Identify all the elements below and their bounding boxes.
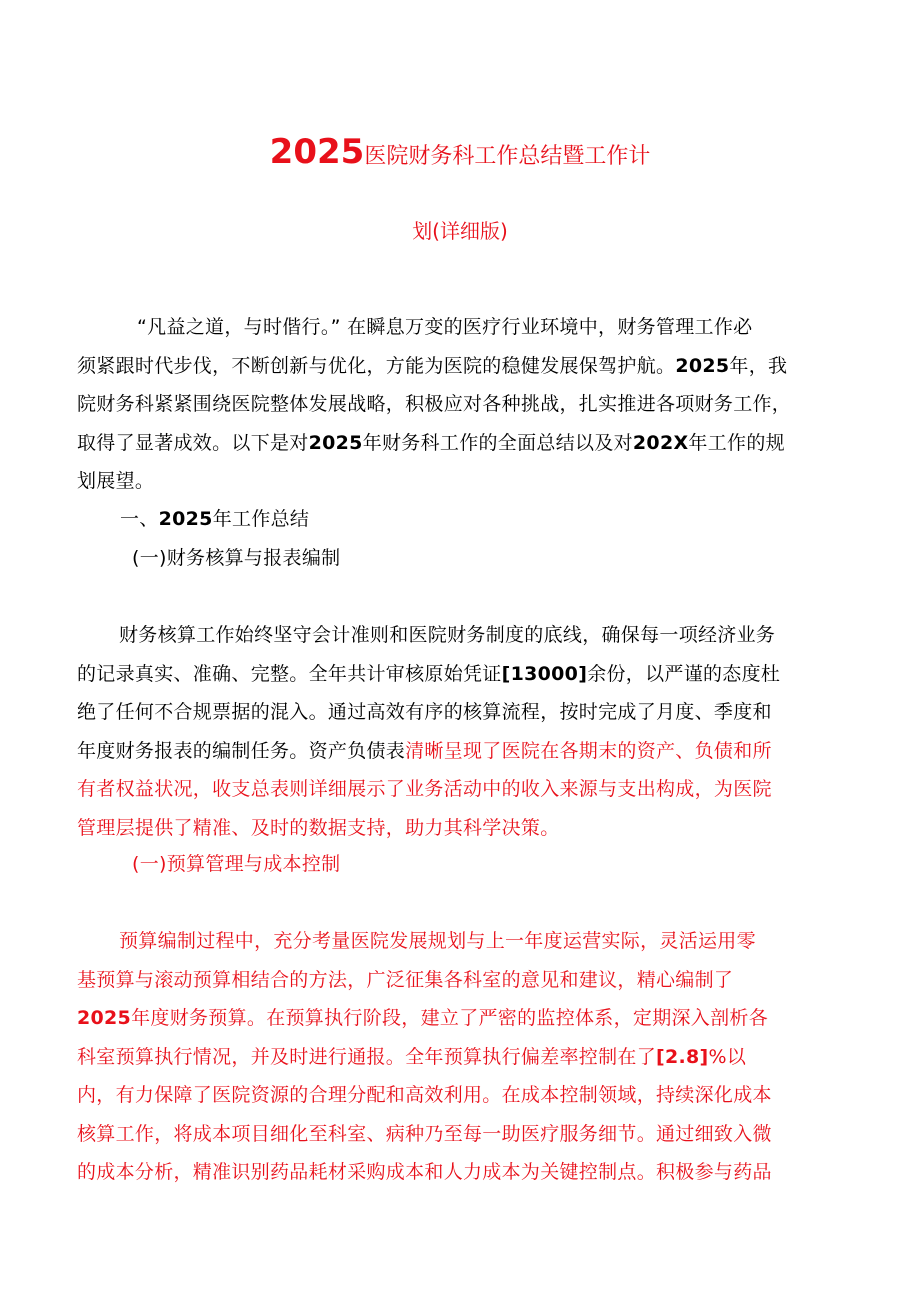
intro-line xyxy=(77,424,807,463)
highlighted-text: 科室预算执行情况，并及时进行通报。全年预算执行偏差率控制在了 xyxy=(77,1045,657,1068)
section-text: 年工作总结 xyxy=(212,508,310,530)
highlighted-line: 核算工作，将成本项目细化至科室、病种乃至每一助医疗服务细节。通过细致入微 xyxy=(77,1122,772,1145)
accounting-paragraph xyxy=(77,616,807,847)
budget-year: 2025 xyxy=(77,1007,132,1029)
budget-paragraph xyxy=(77,922,807,1192)
deviation-rate: [2.8] xyxy=(656,1045,709,1068)
paragraph-text: 余份，以严谨的态度杜 xyxy=(587,662,781,685)
intro-line: 划展望。 xyxy=(77,470,155,492)
paragraph-line xyxy=(77,732,807,771)
highlighted-line xyxy=(77,999,807,1038)
subsection-heading: (一)财务核算与报表编制 xyxy=(132,547,341,569)
highlighted-line: 有者权益状况，收支总表则详细展示了业务活动中的收入来源与支出构成，为医院 xyxy=(77,778,772,800)
intro-year: 202X xyxy=(632,431,689,454)
highlighted-text: 清晰呈现了医院在各期末的资产、负债和所 xyxy=(405,739,772,762)
highlighted-line: 基预算与滚动预算相结合的方法，广泛征集各科室的意见和建议，精心编制了 xyxy=(77,968,734,991)
intro-year: 2025 xyxy=(308,431,363,454)
voucher-count: [13000] xyxy=(501,662,588,685)
paragraph-line xyxy=(77,655,807,694)
title-text: 医院财务科工作总结暨工作计 xyxy=(364,144,651,169)
highlighted-line xyxy=(77,1038,807,1077)
intro-text: 年，我 xyxy=(729,354,788,377)
document-title xyxy=(0,128,920,176)
highlighted-line: 的成本分析，精准识别药品耗材采购成本和人力成本为关键控制点。积极参与药品 xyxy=(77,1161,772,1183)
intro-line: 院财务科紧紧围绕医院整体发展战略，积极应对各种挑战，扎实推进各项财务工作， xyxy=(77,393,792,415)
intro-text: 须紧跟时代步伐，不断创新与优化，方能为医院的稳健发展保驾护航。 xyxy=(77,354,676,377)
paragraph-line: 绝了任何不合规票据的混入。通过高效有序的核算流程，按时完成了月度、季度和 xyxy=(77,701,772,723)
paragraph-text: 的记录真实、准确、完整。全年共计审核原始凭证 xyxy=(77,662,502,685)
intro-year: 2025 xyxy=(675,354,730,377)
highlighted-text: %以 xyxy=(708,1045,747,1068)
section-prefix: 一、 xyxy=(120,508,159,530)
intro-paragraph xyxy=(77,308,807,501)
section-year: 2025 xyxy=(158,508,213,530)
paragraph-text: 年度财务报表的编制任务。资产负债表 xyxy=(77,739,406,762)
intro-line xyxy=(77,347,807,386)
highlighted-text: 年度财务预算。在预算执行阶段，建立了严密的监控体系，定期深入剖析各 xyxy=(131,1007,768,1029)
highlighted-line: 预算编制过程中，充分考量医院发展规划与上一年度运营实际，灵活运用零 xyxy=(119,930,756,952)
intro-text: 年工作的规 xyxy=(688,431,785,454)
section-heading xyxy=(120,500,309,538)
document-title-continued: 划(详细版) xyxy=(412,219,508,243)
title-year: 2025 xyxy=(269,132,365,172)
paragraph-line: 财务核算工作始终坚守会计准则和医院财务制度的底线，确保每一项经济业务 xyxy=(119,624,776,646)
highlighted-line: 管理层提供了精准、及时的数据支持，助力其科学决策。 xyxy=(77,816,560,839)
subsection-heading: (一)预算管理与成本控制 xyxy=(132,853,341,875)
intro-text: 取得了显著成效。以下是对 xyxy=(77,431,309,454)
intro-line: “凡益之道，与时偕行。” 在瞬息万变的医疗行业环境中，财务管理工作必 xyxy=(137,316,753,338)
highlighted-line: 内，有力保障了医院资源的合理分配和高效利用。在成本控制领域，持续深化成本 xyxy=(77,1084,772,1106)
intro-text: 年财务科工作的全面总结以及对 xyxy=(362,431,633,454)
